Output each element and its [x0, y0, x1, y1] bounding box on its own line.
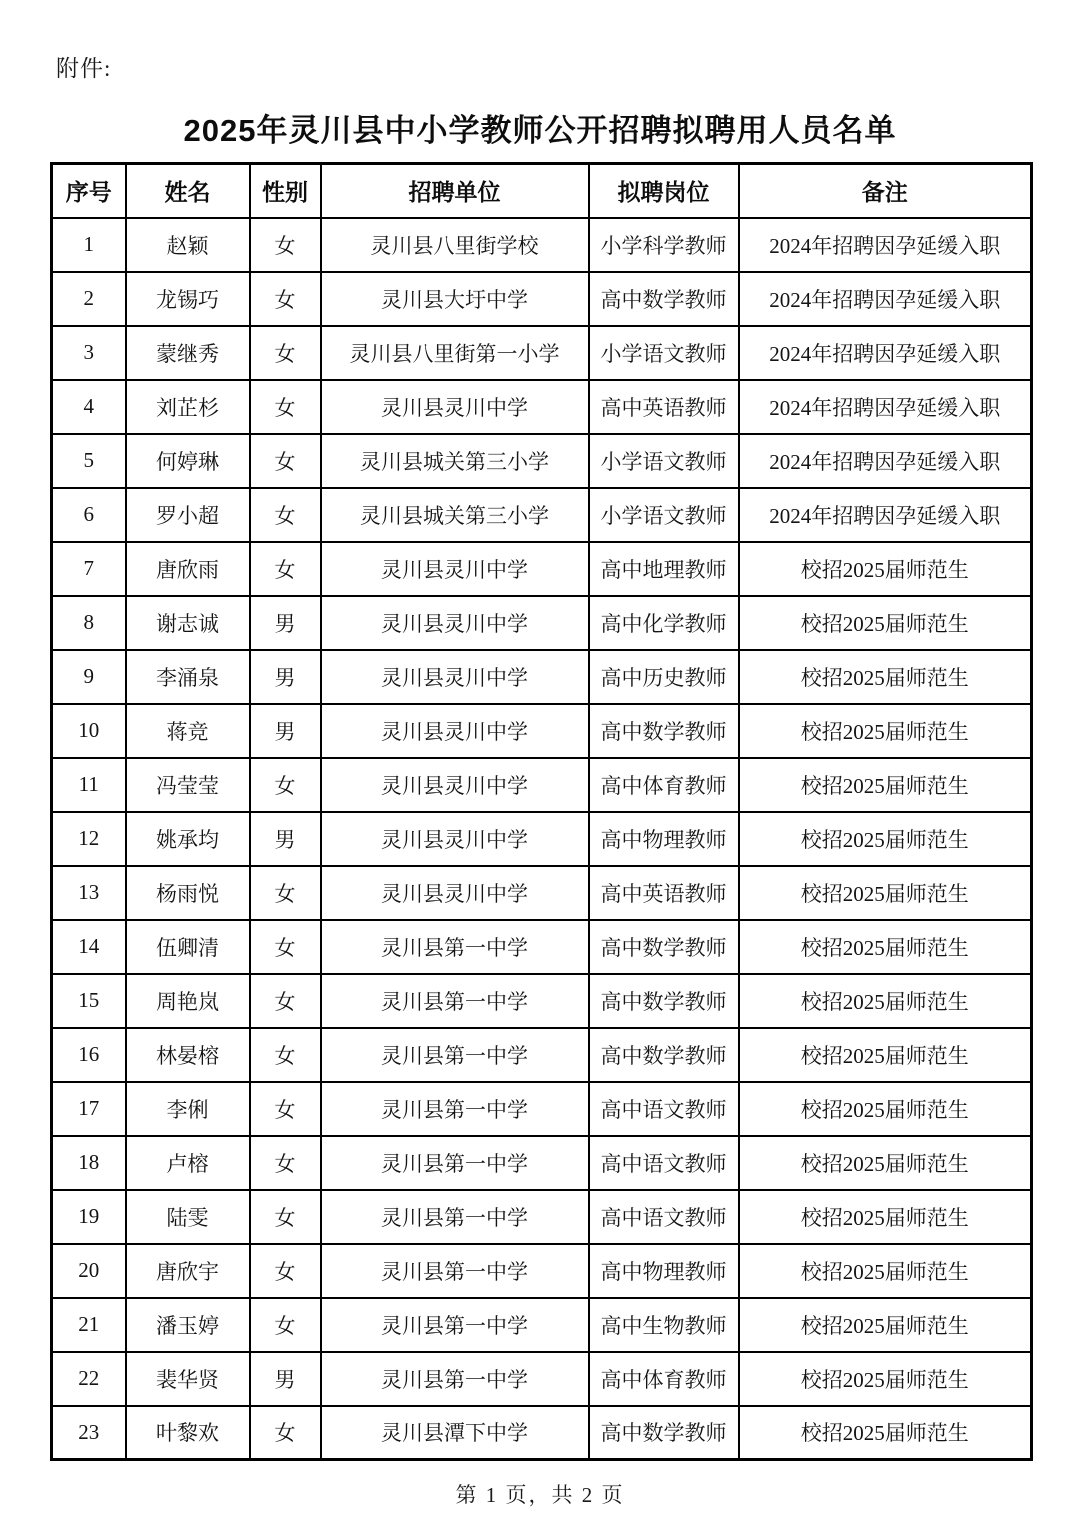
cell-name: 姚承均 — [126, 812, 250, 866]
cell-unit: 灵川县灵川中学 — [321, 866, 589, 920]
table-row — [52, 1136, 1032, 1190]
cell-index: 20 — [52, 1244, 126, 1298]
header-cell-remark: 备注 — [739, 164, 1032, 218]
cell-gender: 女 — [250, 272, 321, 326]
cell-gender: 女 — [250, 1136, 321, 1190]
table-row — [52, 650, 1032, 704]
cell-name: 赵颖 — [126, 218, 250, 272]
cell-index: 7 — [52, 542, 126, 596]
cell-position: 高中英语教师 — [589, 380, 739, 434]
table-row — [52, 1082, 1032, 1136]
cell-unit: 灵川县灵川中学 — [321, 704, 589, 758]
cell-gender: 女 — [250, 1028, 321, 1082]
cell-position: 高中物理教师 — [589, 1244, 739, 1298]
table-row — [52, 488, 1032, 542]
cell-name: 周艳岚 — [126, 974, 250, 1028]
cell-index: 18 — [52, 1136, 126, 1190]
cell-unit: 灵川县灵川中学 — [321, 758, 589, 812]
table-row — [52, 1298, 1032, 1352]
cell-name: 唐欣宇 — [126, 1244, 250, 1298]
cell-name: 冯莹莹 — [126, 758, 250, 812]
cell-position: 高中体育教师 — [589, 758, 739, 812]
cell-unit: 灵川县第一中学 — [321, 920, 589, 974]
table-row — [52, 434, 1032, 488]
cell-name: 陆雯 — [126, 1190, 250, 1244]
cell-index: 4 — [52, 380, 126, 434]
attachment-label: 附件: — [56, 56, 112, 81]
cell-name: 龙锡巧 — [126, 272, 250, 326]
cell-index: 14 — [52, 920, 126, 974]
cell-index: 8 — [52, 596, 126, 650]
header-cell-name: 姓名 — [126, 164, 250, 218]
cell-gender: 男 — [250, 596, 321, 650]
cell-position: 高中数学教师 — [589, 1028, 739, 1082]
cell-remark: 2024年招聘因孕延缓入职 — [739, 218, 1032, 272]
table-row — [52, 1190, 1032, 1244]
cell-index: 19 — [52, 1190, 126, 1244]
cell-gender: 女 — [250, 866, 321, 920]
cell-unit: 灵川县灵川中学 — [321, 812, 589, 866]
table-row — [52, 974, 1032, 1028]
cell-name: 伍卿清 — [126, 920, 250, 974]
cell-gender: 男 — [250, 650, 321, 704]
cell-position: 高中语文教师 — [589, 1136, 739, 1190]
cell-unit: 灵川县第一中学 — [321, 1244, 589, 1298]
cell-index: 13 — [52, 866, 126, 920]
cell-remark: 校招2025届师范生 — [739, 1136, 1032, 1190]
cell-gender: 女 — [250, 920, 321, 974]
cell-name: 李涌泉 — [126, 650, 250, 704]
cell-index: 15 — [52, 974, 126, 1028]
cell-gender: 女 — [250, 380, 321, 434]
table-row — [52, 272, 1032, 326]
table-row — [52, 326, 1032, 380]
cell-remark: 2024年招聘因孕延缓入职 — [739, 488, 1032, 542]
cell-name: 卢榕 — [126, 1136, 250, 1190]
cell-position: 小学语文教师 — [589, 434, 739, 488]
cell-name: 潘玉婷 — [126, 1298, 250, 1352]
cell-position: 高中地理教师 — [589, 542, 739, 596]
cell-unit: 灵川县城关第三小学 — [321, 434, 589, 488]
cell-gender: 女 — [250, 434, 321, 488]
cell-unit: 灵川县灵川中学 — [321, 542, 589, 596]
header-cell-index: 序号 — [52, 164, 126, 218]
cell-index: 3 — [52, 326, 126, 380]
cell-name: 蒋竞 — [126, 704, 250, 758]
cell-remark: 校招2025届师范生 — [739, 542, 1032, 596]
cell-index: 16 — [52, 1028, 126, 1082]
cell-remark: 校招2025届师范生 — [739, 920, 1032, 974]
cell-name: 刘芷杉 — [126, 380, 250, 434]
cell-position: 小学语文教师 — [589, 488, 739, 542]
cell-name: 林晏榕 — [126, 1028, 250, 1082]
cell-position: 高中语文教师 — [589, 1190, 739, 1244]
cell-position: 高中体育教师 — [589, 1352, 739, 1406]
table-row — [52, 1028, 1032, 1082]
cell-gender: 女 — [250, 218, 321, 272]
cell-index: 23 — [52, 1406, 126, 1460]
cell-name: 蒙继秀 — [126, 326, 250, 380]
cell-gender: 女 — [250, 1190, 321, 1244]
cell-index: 17 — [52, 1082, 126, 1136]
cell-remark: 校招2025届师范生 — [739, 812, 1032, 866]
cell-unit: 灵川县灵川中学 — [321, 596, 589, 650]
table-header-row — [52, 164, 1032, 218]
cell-unit: 灵川县第一中学 — [321, 1352, 589, 1406]
cell-position: 高中数学教师 — [589, 920, 739, 974]
cell-gender: 女 — [250, 758, 321, 812]
cell-unit: 灵川县灵川中学 — [321, 380, 589, 434]
cell-remark: 2024年招聘因孕延缓入职 — [739, 434, 1032, 488]
cell-unit: 灵川县第一中学 — [321, 974, 589, 1028]
cell-gender: 男 — [250, 704, 321, 758]
cell-unit: 灵川县第一中学 — [321, 1190, 589, 1244]
cell-remark: 校招2025届师范生 — [739, 758, 1032, 812]
table-row — [52, 866, 1032, 920]
cell-remark: 校招2025届师范生 — [739, 1298, 1032, 1352]
table-row — [52, 920, 1032, 974]
cell-remark: 校招2025届师范生 — [739, 596, 1032, 650]
cell-position: 高中数学教师 — [589, 974, 739, 1028]
cell-gender: 女 — [250, 1406, 321, 1460]
cell-remark: 校招2025届师范生 — [739, 704, 1032, 758]
cell-position: 高中语文教师 — [589, 1082, 739, 1136]
header-cell-position: 拟聘岗位 — [589, 164, 739, 218]
table-row — [52, 218, 1032, 272]
cell-remark: 2024年招聘因孕延缓入职 — [739, 326, 1032, 380]
cell-name: 罗小超 — [126, 488, 250, 542]
cell-gender: 女 — [250, 1244, 321, 1298]
cell-position: 小学语文教师 — [589, 326, 739, 380]
cell-remark: 校招2025届师范生 — [739, 650, 1032, 704]
cell-remark: 校招2025届师范生 — [739, 1406, 1032, 1460]
cell-gender: 女 — [250, 326, 321, 380]
cell-remark: 校招2025届师范生 — [739, 1244, 1032, 1298]
cell-remark: 校招2025届师范生 — [739, 974, 1032, 1028]
cell-index: 10 — [52, 704, 126, 758]
cell-index: 5 — [52, 434, 126, 488]
cell-unit: 灵川县八里街第一小学 — [321, 326, 589, 380]
cell-index: 22 — [52, 1352, 126, 1406]
cell-name: 唐欣雨 — [126, 542, 250, 596]
cell-remark: 校招2025届师范生 — [739, 866, 1032, 920]
table-row — [52, 758, 1032, 812]
cell-position: 高中数学教师 — [589, 1406, 739, 1460]
cell-unit: 灵川县第一中学 — [321, 1082, 589, 1136]
cell-unit: 灵川县潭下中学 — [321, 1406, 589, 1460]
cell-position: 高中数学教师 — [589, 272, 739, 326]
table-row — [52, 1352, 1032, 1406]
cell-position: 高中生物教师 — [589, 1298, 739, 1352]
cell-gender: 男 — [250, 812, 321, 866]
cell-index: 6 — [52, 488, 126, 542]
cell-index: 9 — [52, 650, 126, 704]
cell-index: 21 — [52, 1298, 126, 1352]
cell-gender: 男 — [250, 1352, 321, 1406]
cell-name: 谢志诚 — [126, 596, 250, 650]
cell-index: 12 — [52, 812, 126, 866]
cell-position: 高中英语教师 — [589, 866, 739, 920]
cell-remark: 校招2025届师范生 — [739, 1028, 1032, 1082]
table-row — [52, 704, 1032, 758]
cell-gender: 女 — [250, 542, 321, 596]
cell-index: 2 — [52, 272, 126, 326]
cell-name: 何婷琳 — [126, 434, 250, 488]
cell-remark: 2024年招聘因孕延缓入职 — [739, 380, 1032, 434]
cell-position: 高中物理教师 — [589, 812, 739, 866]
cell-unit: 灵川县第一中学 — [321, 1028, 589, 1082]
cell-name: 叶黎欢 — [126, 1406, 250, 1460]
cell-name: 杨雨悦 — [126, 866, 250, 920]
cell-position: 高中数学教师 — [589, 704, 739, 758]
table-row — [52, 596, 1032, 650]
cell-gender: 女 — [250, 1298, 321, 1352]
document-title: 2025年灵川县中小学教师公开招聘拟聘用人员名单 — [183, 113, 897, 148]
cell-unit: 灵川县八里街学校 — [321, 218, 589, 272]
header-cell-gender: 性别 — [250, 164, 321, 218]
cell-remark: 2024年招聘因孕延缓入职 — [739, 272, 1032, 326]
cell-index: 11 — [52, 758, 126, 812]
cell-unit: 灵川县第一中学 — [321, 1298, 589, 1352]
cell-position: 小学科学教师 — [589, 218, 739, 272]
cell-remark: 校招2025届师范生 — [739, 1190, 1032, 1244]
page-number: 第 1 页，共 2 页 — [455, 1483, 625, 1507]
header-cell-unit: 招聘单位 — [321, 164, 589, 218]
cell-index: 1 — [52, 218, 126, 272]
cell-remark: 校招2025届师范生 — [739, 1352, 1032, 1406]
cell-unit: 灵川县大圩中学 — [321, 272, 589, 326]
table-row — [52, 1406, 1032, 1460]
cell-gender: 女 — [250, 1082, 321, 1136]
cell-name: 裴华贤 — [126, 1352, 250, 1406]
cell-unit: 灵川县第一中学 — [321, 1136, 589, 1190]
table-row — [52, 542, 1032, 596]
cell-name: 李俐 — [126, 1082, 250, 1136]
cell-position: 高中化学教师 — [589, 596, 739, 650]
cell-gender: 女 — [250, 974, 321, 1028]
cell-unit: 灵川县城关第三小学 — [321, 488, 589, 542]
table-row — [52, 1244, 1032, 1298]
table-row — [52, 380, 1032, 434]
table-row — [52, 812, 1032, 866]
cell-unit: 灵川县灵川中学 — [321, 650, 589, 704]
recruitment-roster-table — [50, 162, 1033, 1461]
cell-remark: 校招2025届师范生 — [739, 1082, 1032, 1136]
cell-gender: 女 — [250, 488, 321, 542]
cell-position: 高中历史教师 — [589, 650, 739, 704]
